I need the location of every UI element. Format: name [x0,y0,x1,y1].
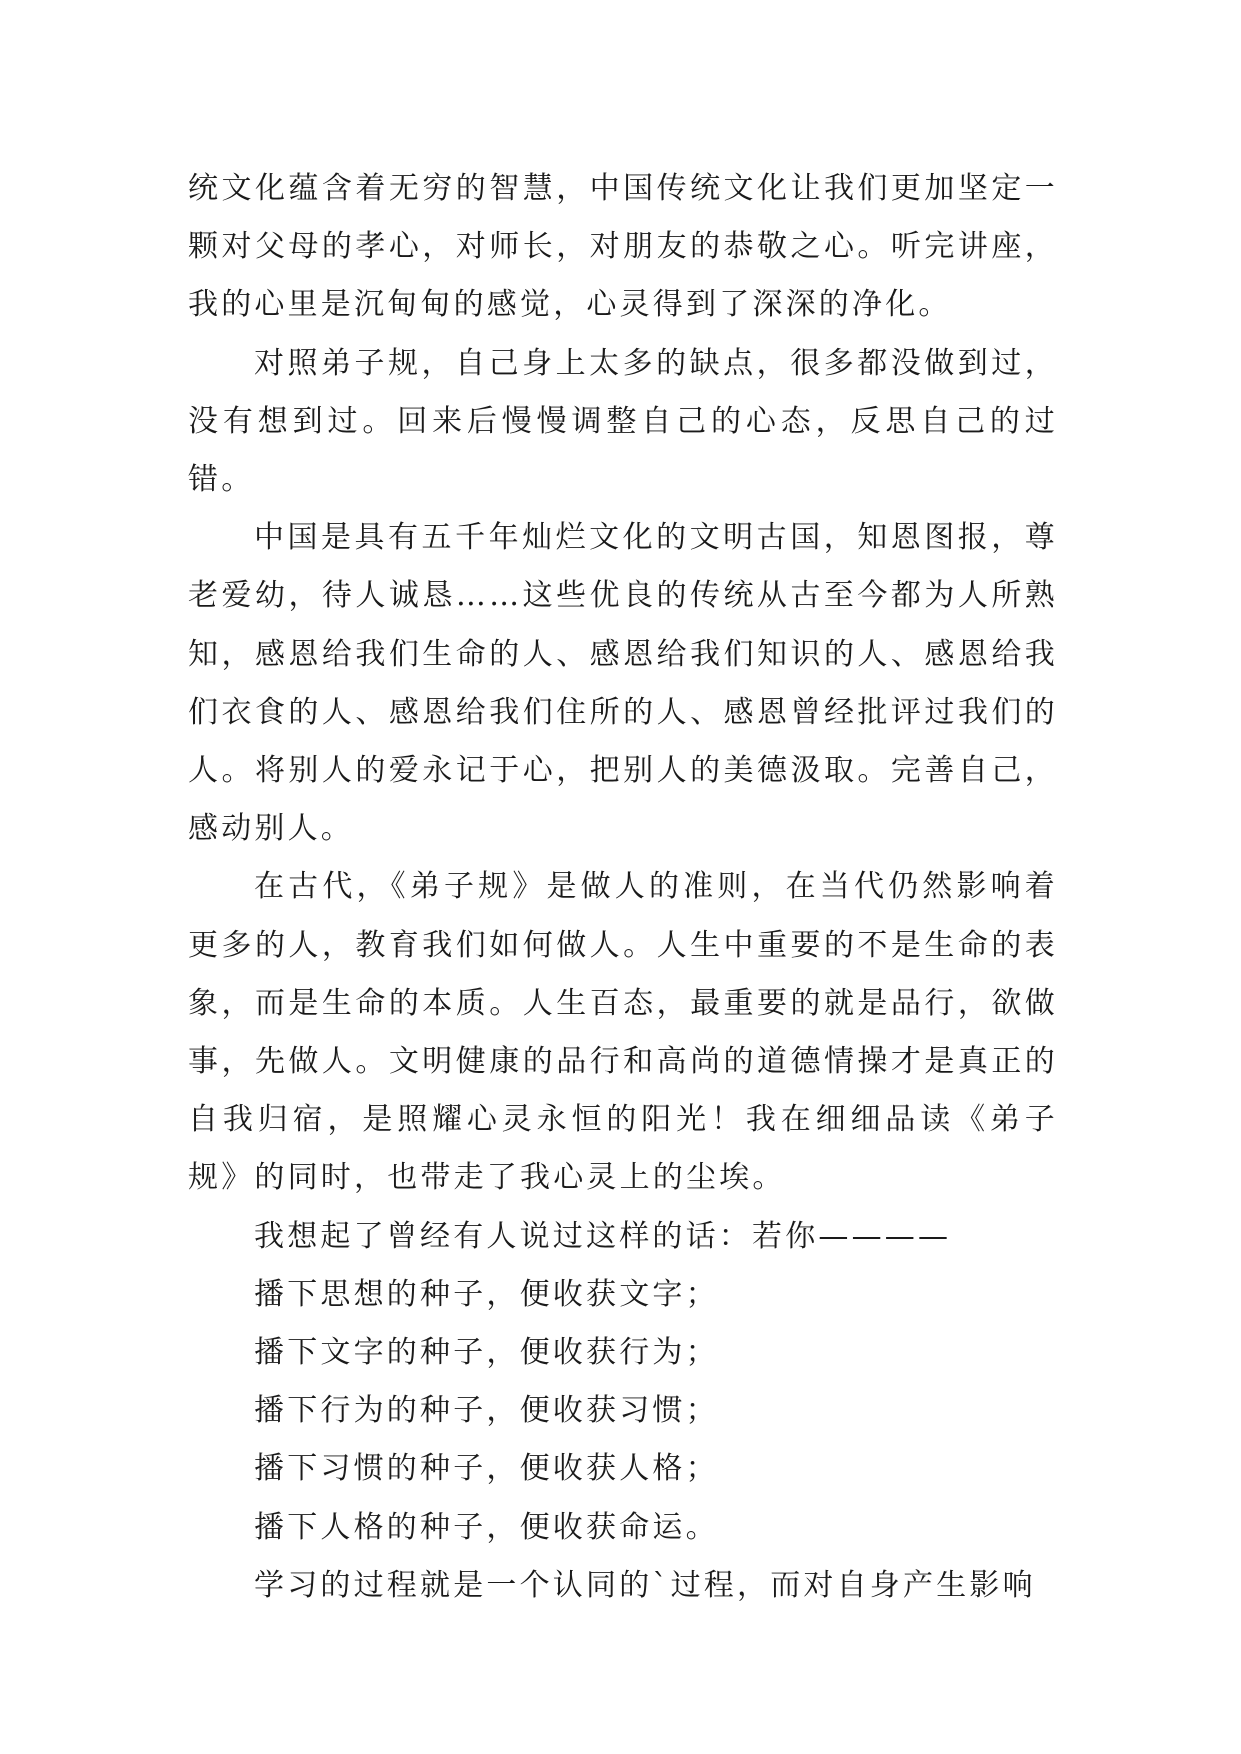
verse-line: 播下习惯的种子，便收获人格； [254,1451,719,1487]
verse-line: 播下人格的种子，便收获命运。 [254,1509,719,1545]
paragraph-closing: 学习的过程就是一个认同的`过程，而对自身产生影响 [254,1567,1036,1603]
verse-line: 播下行为的种子，便收获习惯； [254,1393,719,1429]
paragraph-continuation: 统文化蕴含着无穷的智慧，中国传统文化让我们更加坚定一颗对父母的孝心，对师长，对朋友的恭敬之心。听完讲座，我的心里是沉甸甸的感觉，心灵得到了深深的净化。 [188,171,1058,323]
paragraph-gratitude: 中国是具有五千年灿烂文化的文明古国，知恩图报，尊老爱幼，待人诚恳……这些优良的传统从古至今都为人所熟知，感恩给我们生命的人、感恩给我们知识的人、感恩给我们衣食的人、感恩给我们住所的人、感恩曾经批评过我们的人。将别人的爱永记于心，把别人的美德汲取。完善自己，感动别人。 [188,520,1058,847]
document-body [188,160,1058,1615]
paragraph-quote-intro: 我想起了曾经有人说过这样的话：若你———— [254,1218,952,1254]
paragraph-ancient-times: 在古代，《弟子规》是做人的准则，在当代仍然影响着更多的人，教育我们如何做人。人生中重要的不是生命的表象，而是生命的本质。人生百态，最重要的就是品行，欲做事，先做人。文明健康的品行和高尚的道德情操才是真正的自我归宿，是照耀心灵永恒的阳光！我在细细品读《弟子规》的同时，也带走了我心灵上的尘埃。 [188,869,1058,1196]
verse-line: 播下思想的种子，便收获文字； [254,1276,719,1312]
paragraph-dizigui-reflection: 对照弟子规，自己身上太多的缺点，很多都没做到过，没有想到过。回来后慢慢调整自己的心态，反思自己的过错。 [188,345,1058,498]
verse-line: 播下文字的种子，便收获行为； [254,1335,719,1371]
